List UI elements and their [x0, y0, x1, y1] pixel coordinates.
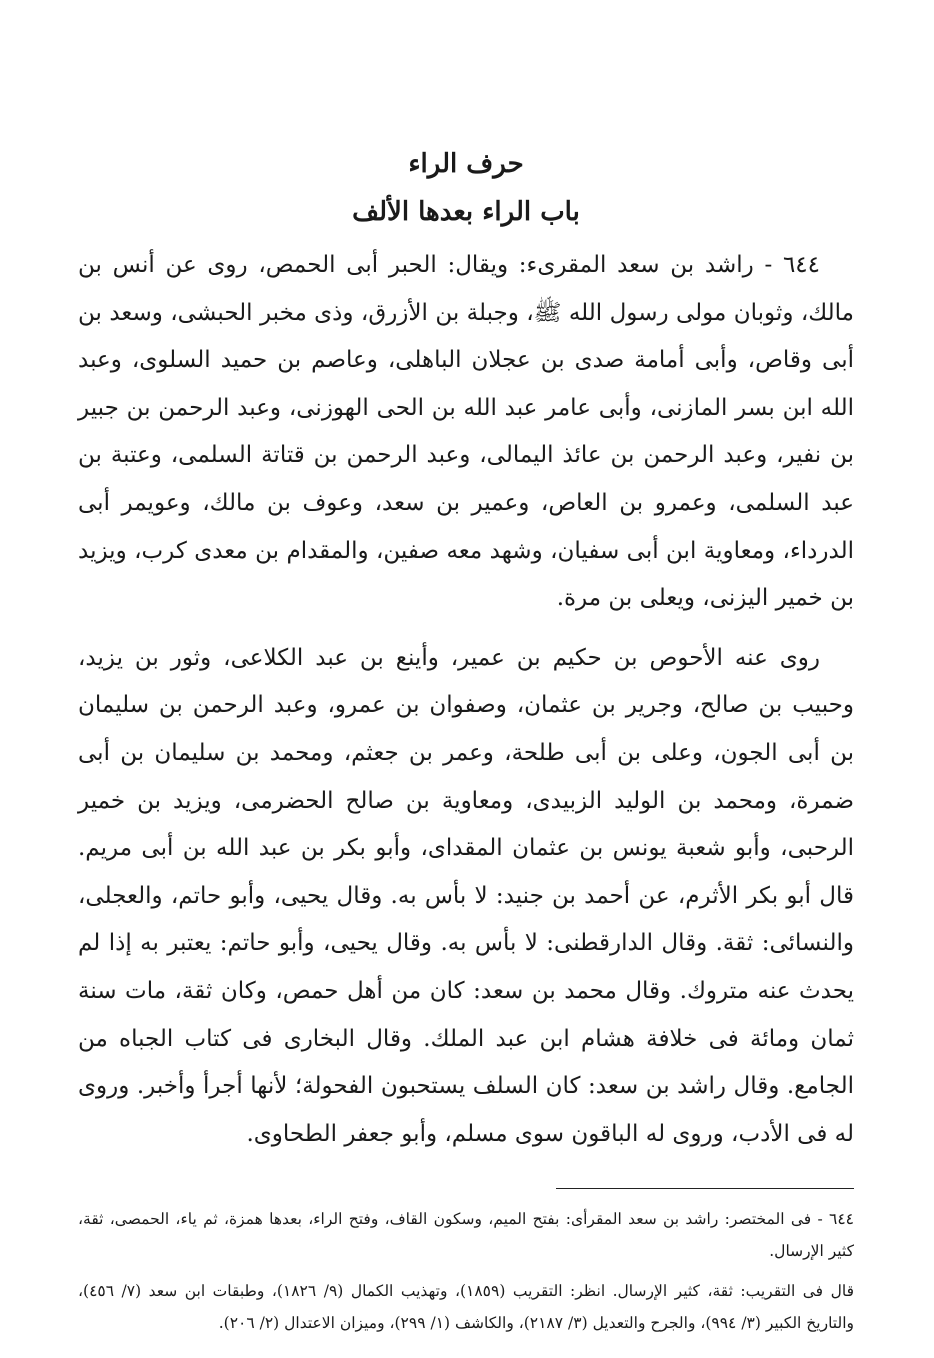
chapter-title: حرف الراء — [408, 149, 524, 179]
entry-text-1: راشد بن سعد المقرىء: ويقال: الحبر أبى الحمص، روى عن أنس بن مالك، وثوبان مولى رسول الله ﷺ، وجبلة بن الأزرق، وذى مخبر الحبشى، وسعد بن أبى وقاص، وأبى أمامة صدى بن عجلان الباهلى، وعاصم بن حميد السلوى، وعبد الله ابن بسر المازنى، وأبى عامر عبد الله بن الحى الهوزنى، وعبد الرحمن بن جبير بن نفير، وعبد الرحمن بن عائذ اليمالى، وعبد الرحمن بن قتاتة السلمى، وعتبة بن عبد السلمى، وعمرو بن العاص، وعمير بن سعد، وعوف بن مالك، وعويمر أبى الدرداء، ومعاوية ابن أبى سفيان، وشهد معه صفين، والمقدام بن معدى كرب، ويزيد بن خمير اليزنى، ويعلى بن مرة. — [78, 252, 854, 612]
footnotes — [78, 1203, 854, 1339]
entry-number: ٦٤٤ — [782, 252, 820, 278]
section-title: باب الراء بعدها الألف — [352, 197, 580, 227]
entry-body — [78, 242, 854, 1158]
book-page — [78, 140, 854, 1333]
footnote-2: قال فى التقريب: ثقة، كثير الإرسال. انظر: التقريب (١٨٥٩)، وتهذيب الكمال (٩/ ١٨٢٦)، وطبقات ابن سعد (٧/ ٤٥٦)، والتاريخ الكبير (٣/ ٩٩٤)، والجرح والتعديل (٣/ ٢١٨٧)، والكاشف (١/ ٢٩٩)، وميزان الاعتدال (٢/ ٢٠٦). — [78, 1282, 854, 1333]
entry-paragraph-2: روى عنه الأحوص بن حكيم بن عمير، وأينع بن عبد الكلاعى، وثور بن يزيد، وحبيب بن صالح، وجرير بن عثمان، وصفوان بن عمرو، وعبد الرحمن بن سليمان بن أبى الجون، وعلى بن أبى طلحة، وعمر بن جعثم، ومحمد بن سليمان بن أبى ضمرة، ومحمد بن الوليد الزبيدى، ومعاوية بن صالح الحضرمى، ويزيد بن خمير الرحبى، وأبو شعبة يونس بن عثمان المقداى، وأبو بكر بن عبد الله بن أبى مريم. قال أبو بكر الأثرم، عن أحمد بن جنيد: لا بأس به. وقال يحيى، وأبو حاتم، والعجلى، والنسائى: ثقة. وقال الدارقطنى: لا بأس به. وقال يحيى، وأبو حاتم: يعتبر به إذا لم يحدث عنه متروك. وقال محمد بن سعد: كان من أهل حمص، وكان ثقة، مات سنة ثمان ومائة فى خلافة هشام ابن عبد الملك. وقال البخارى فى كتاب الجباه من الجامع. وقال راشد بن سعد: كان السلف يستحبون الفحولة؛ لأنها أجرأ وأخبر. وروى له فى الأدب، وروى له الباقون سوى مسلم، وأبو جعفر الطحاوى. — [78, 644, 854, 1147]
entry-paragraph-1 — [78, 242, 854, 623]
entry-dash: - — [764, 252, 773, 278]
footnote-1: ٦٤٤ - فى المختصر: راشد بن سعد المقرأى: بفتح الميم، وسكون القاف، وفتح الراء، بعدها همزة، ثم ياء، الحمصى، ثقة، كثير الإرسال. — [78, 1210, 854, 1261]
footnote-separator — [556, 1188, 854, 1189]
